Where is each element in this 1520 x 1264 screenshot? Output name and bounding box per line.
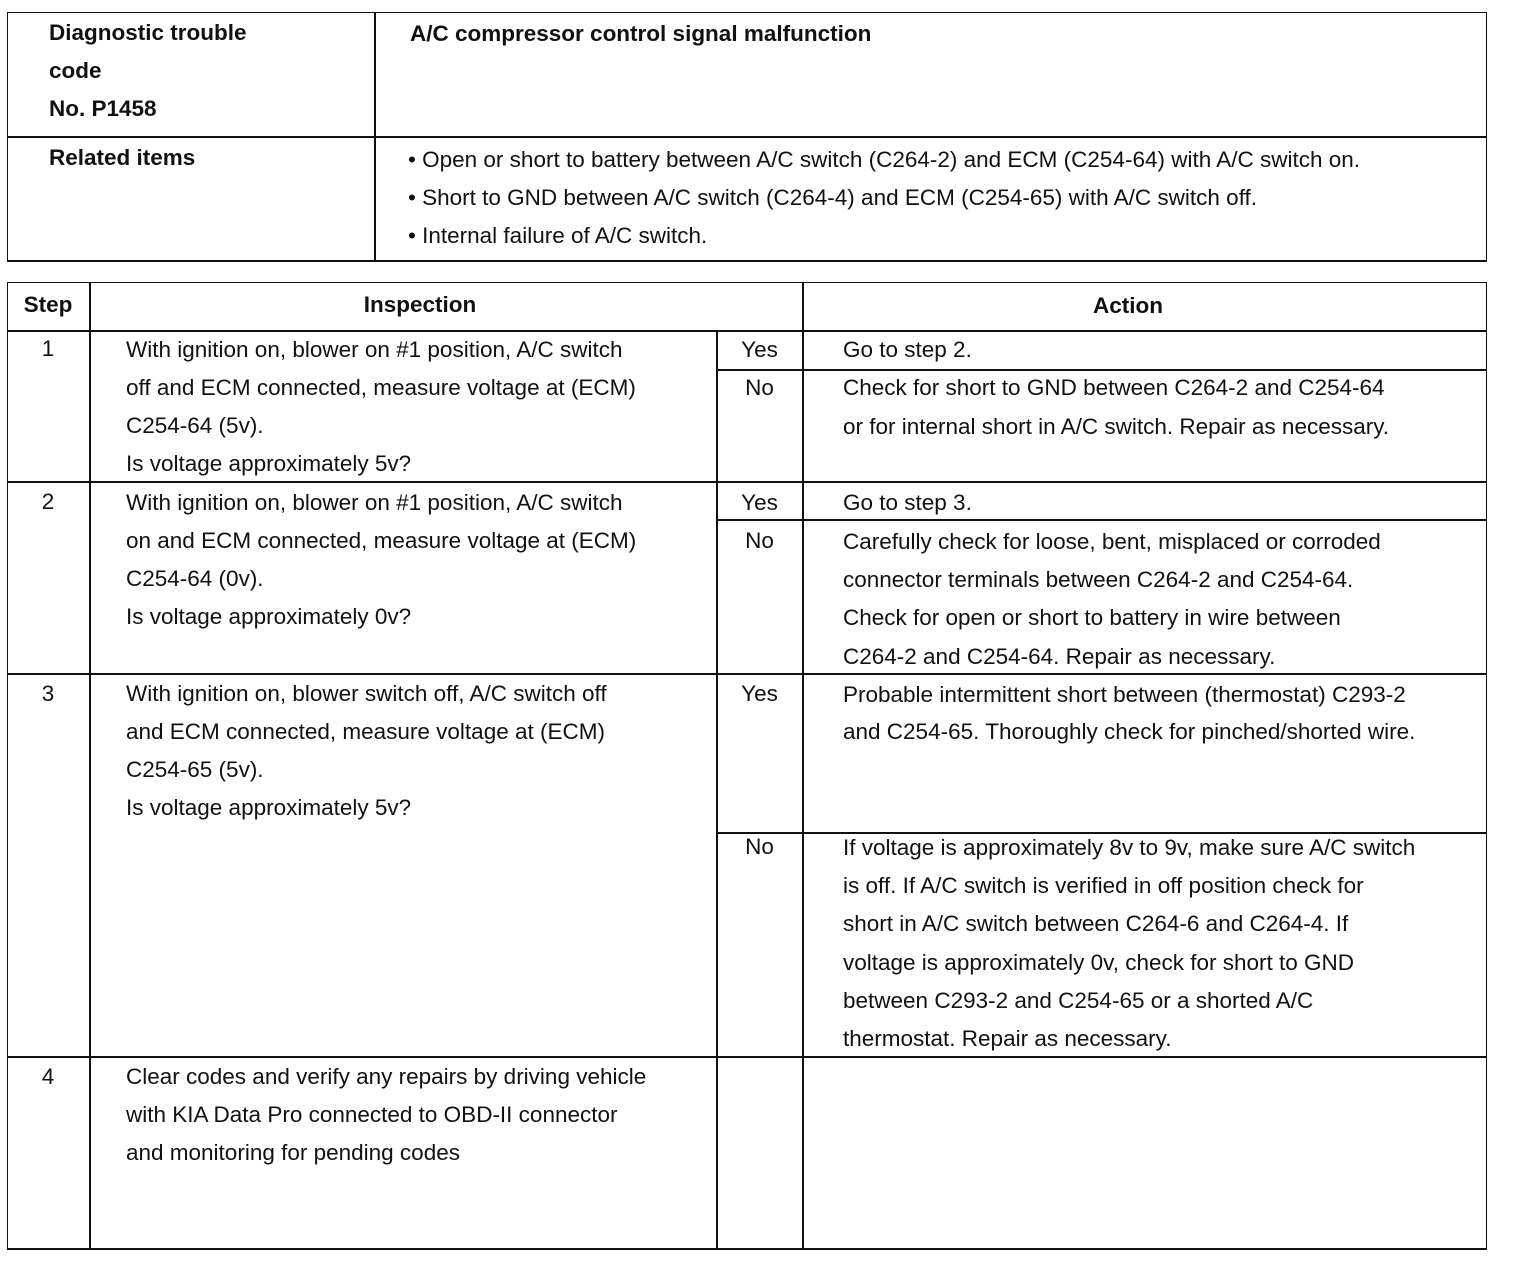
no-action: Check for open or short to battery in wire between [843, 605, 1341, 630]
no-action: voltage is approximately 0v, check for short to GND [843, 950, 1355, 975]
header-action: Action [1093, 293, 1163, 318]
no-label: No [745, 834, 774, 859]
inspection-text: on and ECM connected, measure voltage at (ECM) [126, 528, 637, 553]
no-label: No [745, 528, 774, 553]
yes-label: Yes [741, 337, 778, 362]
col-divider-step [89, 282, 91, 1250]
inspection-text: off and ECM connected, measure voltage at (ECM) [126, 375, 636, 400]
inspection-text: and ECM connected, measure voltage at (ECM) [126, 719, 605, 744]
col-divider-result [716, 331, 718, 1250]
yes-label: Yes [741, 490, 778, 515]
related-items-label: Related items [49, 145, 196, 170]
yes-no-divider [716, 519, 1487, 521]
no-action: short in A/C switch between C264-6 and C264-4. If [843, 911, 1349, 936]
no-action: Check for short to GND between C264-2 and C254-64 [843, 375, 1385, 400]
no-action: thermostat. Repair as necessary. [843, 1026, 1172, 1051]
dtc-label-line-1: Diagnostic trouble [49, 20, 247, 45]
no-action: C264-2 and C254-64. Repair as necessary. [843, 644, 1276, 669]
inspection-text: With ignition on, blower switch off, A/C switch off [126, 681, 607, 706]
col-divider-action [802, 282, 804, 1250]
no-action: between C293-2 and C254-65 or a shorted A/C [843, 988, 1314, 1013]
header-inspection: Inspection [363, 292, 477, 317]
inspection-text: With ignition on, blower on #1 position, A/C switch [126, 337, 623, 362]
header-horizontal-divider [7, 136, 1487, 138]
step-number: 3 [41, 681, 55, 706]
inspection-text: Is voltage approximately 5v? [126, 795, 412, 820]
no-action: connector terminals between C264-2 and C254-64. [843, 567, 1354, 592]
yes-label: Yes [741, 681, 778, 706]
step-number: 1 [41, 336, 55, 361]
related-item: • Internal failure of A/C switch. [408, 223, 708, 248]
inspection-text: C254-64 (0v). [126, 566, 264, 591]
related-item: • Open or short to battery between A/C switch (C264-2) and ECM (C254-64) with A/C switch on. [408, 147, 1361, 172]
step-number: 2 [41, 489, 55, 514]
dtc-label-line-3: No. P1458 [49, 96, 157, 121]
yes-action: Go to step 3. [843, 490, 972, 515]
step-number: 4 [41, 1064, 55, 1089]
inspection-text: With ignition on, blower on #1 position, A/C switch [126, 490, 623, 515]
no-action: If voltage is approximately 8v to 9v, make sure A/C switch [843, 835, 1416, 860]
inspection-text: Clear codes and verify any repairs by driving vehicle [126, 1064, 647, 1089]
inspection-text: with KIA Data Pro connected to OBD-II connector [126, 1102, 618, 1127]
no-action: or for internal short in A/C switch. Repair as necessary. [843, 414, 1390, 439]
yes-action: Go to step 2. [843, 337, 972, 362]
inspection-text: Is voltage approximately 5v? [126, 451, 412, 476]
inspection-text: Is voltage approximately 0v? [126, 604, 412, 629]
inspection-text: C254-65 (5v). [126, 757, 264, 782]
no-action: is off. If A/C switch is verified in off position check for [843, 873, 1364, 898]
no-action: Carefully check for loose, bent, misplaced or corroded [843, 529, 1381, 554]
related-item: • Short to GND between A/C switch (C264-4) and ECM (C254-65) with A/C switch off. [408, 185, 1258, 210]
inspection-text: and monitoring for pending codes [126, 1140, 460, 1165]
dtc-title: A/C compressor control signal malfunction [410, 21, 872, 46]
yes-action: Probable intermittent short between (thermostat) C293-2 [843, 682, 1406, 707]
no-label: No [745, 375, 774, 400]
header-step: Step [23, 292, 73, 317]
dtc-label-line-2: code [49, 58, 102, 83]
inspection-text: C254-64 (5v). [126, 413, 264, 438]
yes-action: and C254-65. Thoroughly check for pinched/shorted wire. [843, 719, 1416, 744]
